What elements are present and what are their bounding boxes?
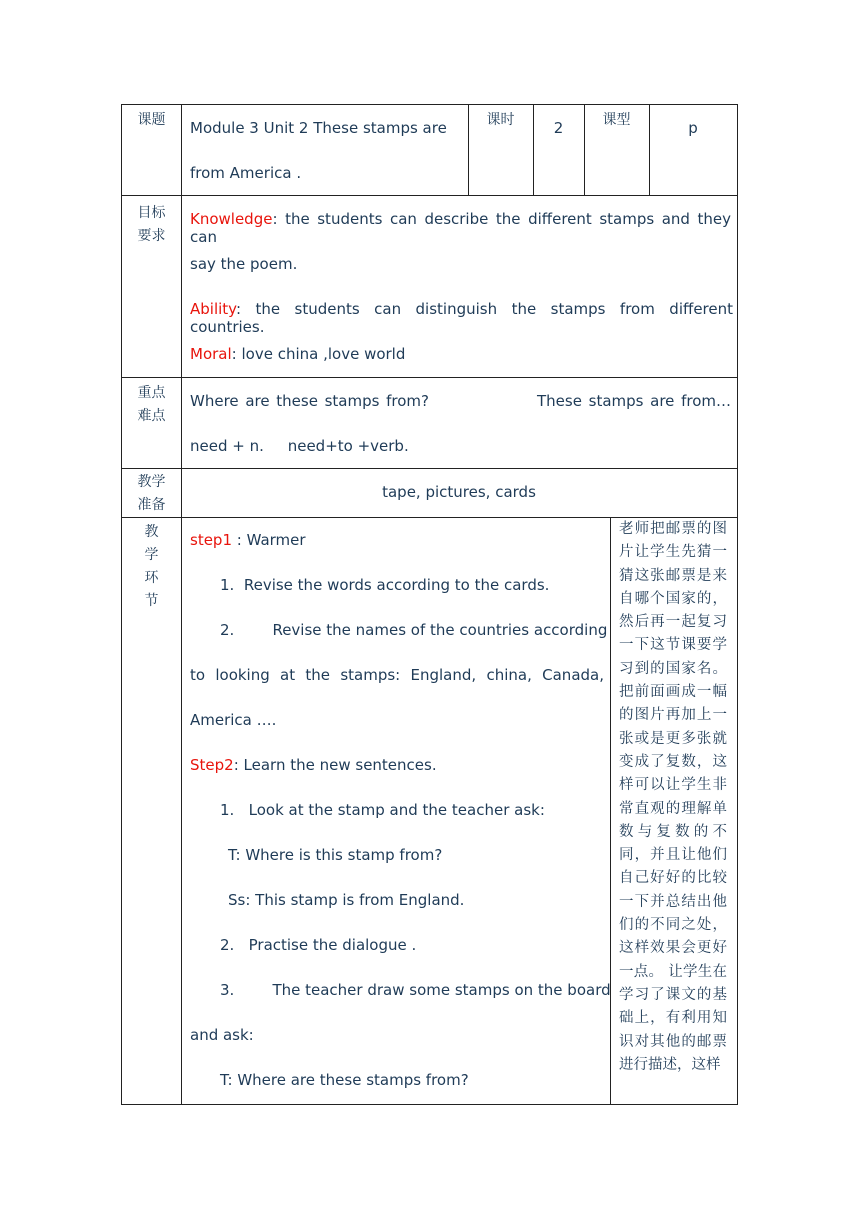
- type-value: p: [688, 119, 698, 137]
- step2-teacher-line2: T: Where are these stamps from?: [220, 1071, 469, 1089]
- step2-students-line: Ss: This stamp is from England.: [228, 891, 465, 909]
- label-goals-line2: 要求: [137, 228, 166, 244]
- topic-line1: Module 3 Unit 2 These stamps are: [190, 119, 447, 137]
- step1-heading: [190, 531, 306, 549]
- periods-value: 2: [553, 119, 564, 137]
- preparation-text: tape, pictures, cards: [382, 483, 536, 501]
- col-divider: [610, 517, 611, 1104]
- moral-line: [190, 345, 405, 363]
- label-key-points-line2: 难点: [137, 408, 166, 424]
- step2-item1: 1. Look at the stamp and the teacher ask:: [220, 801, 545, 819]
- label-preparation-line1: 教学: [137, 474, 166, 490]
- label-key-points-line1: 重点: [137, 385, 166, 401]
- knowledge-line2: say the poem.: [190, 255, 298, 273]
- step1-item2: 2. Revise the names of the countries according: [220, 621, 608, 639]
- step1-item1: 1. Revise the words according to the cards.: [220, 576, 550, 594]
- label-preparation: [122, 471, 181, 517]
- ability-text: : the students can distinguish the stamps from different countries.: [190, 300, 733, 336]
- step2-key: Step2: [190, 756, 234, 774]
- label-periods: 课时: [486, 112, 515, 128]
- teaching-note: 老师把邮票的图片让学生先猜一猜这张邮票是来自哪个国家的，然后再一起复习一下这节课要学习到的国家名。把前面画成一幅的图片再加上一张或是更多张就变成了复数，这样可以让学生非常直观的理解单数与复数的不同，并且让他们自己好好的比较一下并总结出他们的不同之处，这样效果会更好一点。 让学生在学习了课文的基础上，有利用知识对其他的邮票进行描述，这样: [619, 521, 727, 1073]
- step1-item2-end: America ….: [190, 711, 277, 729]
- label-steps-line3: 环: [144, 570, 159, 586]
- label-steps: [122, 521, 181, 613]
- step2-heading: [190, 756, 437, 774]
- row-divider: [122, 468, 737, 469]
- ability-key: Ability: [190, 300, 236, 318]
- step1-key: step1: [190, 531, 232, 549]
- step2-text: : Learn the new sentences.: [233, 756, 437, 774]
- label-preparation-line2: 准备: [137, 497, 166, 513]
- key-point-grammar: need + n. need+to +verb.: [190, 437, 409, 455]
- label-goals-line1: 目标: [137, 205, 166, 221]
- label-type: 课型: [602, 112, 631, 128]
- step2-teacher-line: T: Where is this stamp from?: [228, 846, 443, 864]
- knowledge-key: Knowledge: [190, 210, 273, 228]
- step1-text: : Warmer: [232, 531, 306, 549]
- key-point-answer: These stamps are from…: [537, 392, 731, 410]
- label-key-points: [122, 382, 181, 428]
- label-goals: [122, 202, 181, 248]
- key-point-question: Where are these stamps from?: [190, 392, 429, 410]
- step2-item3-cont: and ask:: [190, 1026, 254, 1044]
- row-divider: [122, 195, 737, 196]
- step2-item2: 2. Practise the dialogue .: [220, 936, 417, 954]
- knowledge-text: : the students can describe the different stamps and they can: [190, 210, 731, 246]
- moral-key: Moral: [190, 345, 232, 363]
- ability-line: [190, 300, 733, 336]
- topic-line2: from America .: [190, 164, 302, 182]
- knowledge-line1: [190, 210, 731, 246]
- label-steps-line1: 教: [144, 524, 159, 540]
- moral-text: : love china ,love world: [231, 345, 406, 363]
- label-topic: 课题: [137, 112, 166, 128]
- label-steps-line2: 学: [144, 547, 159, 563]
- lesson-plan-table: [121, 104, 738, 1105]
- step2-item3: 3. The teacher draw some stamps on the board: [220, 981, 611, 999]
- row-divider: [122, 377, 737, 378]
- label-steps-line4: 节: [144, 593, 159, 609]
- col-divider: [181, 105, 182, 1104]
- step1-item2-cont: to looking at the stamps: England, china, Canada,: [190, 666, 604, 684]
